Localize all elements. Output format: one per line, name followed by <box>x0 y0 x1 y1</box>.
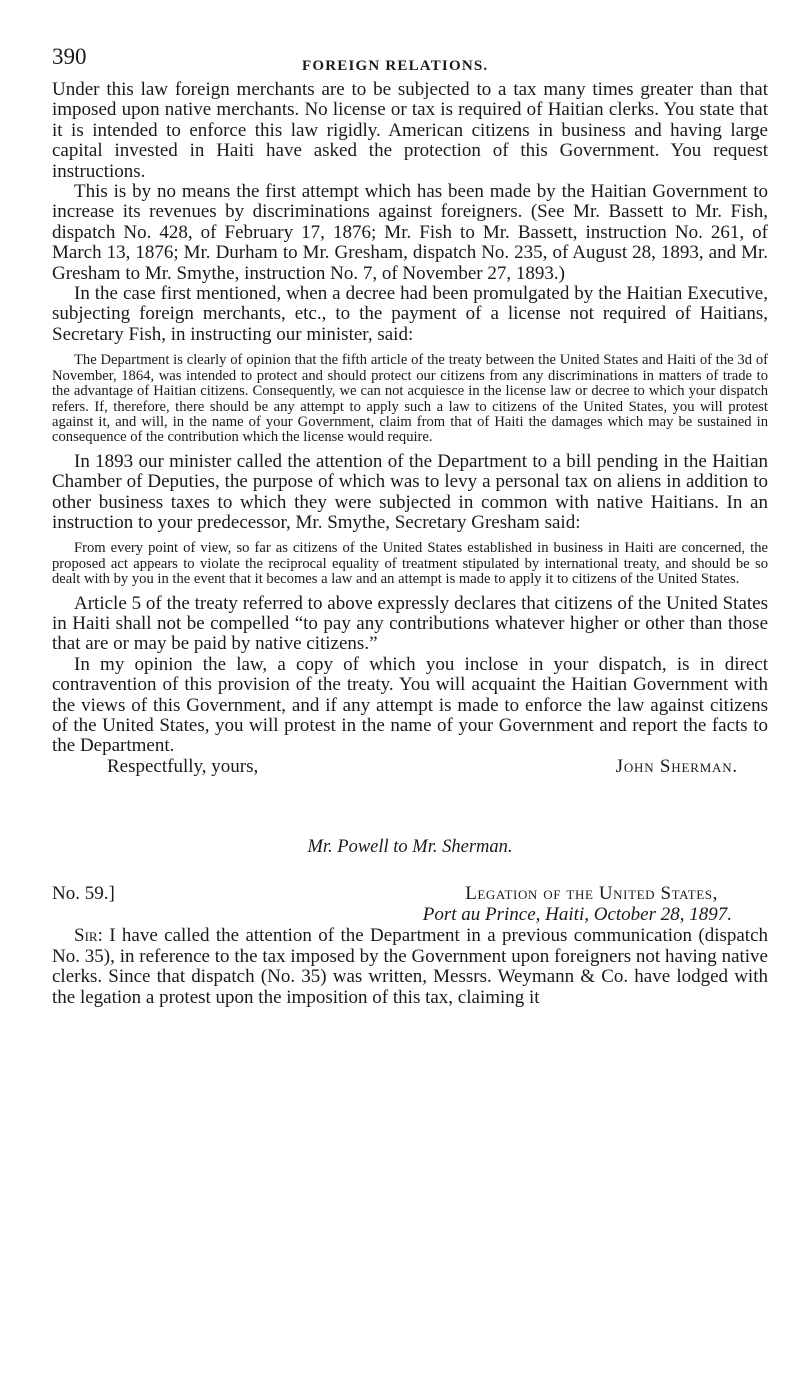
paragraph-3: In the case first mentioned, when a decree had been promulgated by the Haitian Executive, subjecting foreign merchants, etc., to the payment of a license not required of Haitians, Secretary Fish, in instructing our minister, said: <box>52 283 768 345</box>
place-date: Port au Prince, Haiti, October 28, 1897. <box>422 903 732 925</box>
paragraph-6: In my opinion the law, a copy of which you inclose in your dispatch, is in direct contravention of this provision of the treaty. You will acquaint the Haitian Government with the views of this Government, and if any attempt is made to enforce the law against citizens of the United States, you will protest in the name of your Government and report the facts to the Department. <box>52 653 768 757</box>
dispatch-number: No. 59.] <box>52 883 115 905</box>
letter-body-text: I have called the attention of the Department in a previous communication (dispatch No. 35), in reference to the tax imposed by the Government upon foreigners not having native clerks. Since that dispatch (No. 35) was written, Messrs. Weymann & Co. have lodged with the legation a protest upon the imposition of this tax, claiming it <box>52 925 769 1008</box>
block-quote-fish: The Department is clearly of opinion that the fifth article of the treaty between the United States and Haiti of the 3d of November, 1864, was intended to protect and should protect our citizens from any discriminations in matters of trade to the advantage of Haitian citizens. Consequently, we can not acquiesce in the license law or decree to which your dispatch refers. If, therefore, there should be any attempt to apply such a law to citizens of the United States, you will protest against it, and will, in the name of your Government, claim from that of Haiti the damages which may be sustained in consequence of the contribution which the license would require. <box>52 352 768 446</box>
complimentary-close: Respectfully, yours, <box>107 755 259 777</box>
block-quote-gresham: From every point of view, so far as citizens of the United States established in business in Haiti are concerned, the proposed act appears to violate the reciprocal equality of treatment stipulated by international treaty, and should be so dealt with by you in the event that it becomes a law and an attempt is made to apply it to citizens of the United States. <box>52 540 768 588</box>
closing-line <box>52 757 768 777</box>
signature: John Sherman. <box>615 755 738 777</box>
legation-name: Legation of the United States, <box>465 883 718 905</box>
page-number: 390 <box>52 44 87 69</box>
paragraph-4: In 1893 our minister called the attention of the Department to a bill pending in the Haitian Chamber of Deputies, the purpose of which was to levy a personal tax on aliens in addition to other business taxes to which they were subjected in common with native Haitians. In an instruction to your predecessor, Mr. Smythe, Secretary Gresham said: <box>52 450 768 533</box>
letter-header-row <box>52 884 768 905</box>
paragraph-2: This is by no means the first attempt which has been made by the Haitian Government to increase its revenues by discriminations against foreigners. (See Mr. Bassett to Mr. Fish, dispatch No. 428, of February 17, 1876; Mr. Fish to Mr. Bassett, instruction No. 261, of March 13, 1876; Mr. Durham to Mr. Gresham, dispatch No. 235, of August 28, 1893, and Mr. Gresham to Mr. Smythe, instruction No. 7, of November 27, 1893.) <box>52 181 768 284</box>
letter-body <box>52 926 768 1008</box>
document-page <box>52 40 768 1008</box>
paragraph-1: Under this law foreign merchants are to be subjected to a tax many times greater than that imposed upon native merchants. No license or tax is required of Haitian clerks. You state that it is intended to enforce this law rigidly. American citizens in business and having large capital invested in Haiti have asked the protection of this Government. You request instructions. <box>52 79 768 182</box>
letter-heading: Mr. Powell to Mr. Sherman. <box>307 837 513 858</box>
running-title: FOREIGN RELATIONS. <box>302 58 489 74</box>
paragraph-5: Article 5 of the treaty referred to above expressly declares that citizens of the United States in Haiti shall not be compelled “to pay any contributions whatever higher or other than those that are or may be paid by native citizens.” <box>52 592 768 655</box>
running-head <box>52 40 768 80</box>
salutation: Sir: <box>74 925 103 947</box>
